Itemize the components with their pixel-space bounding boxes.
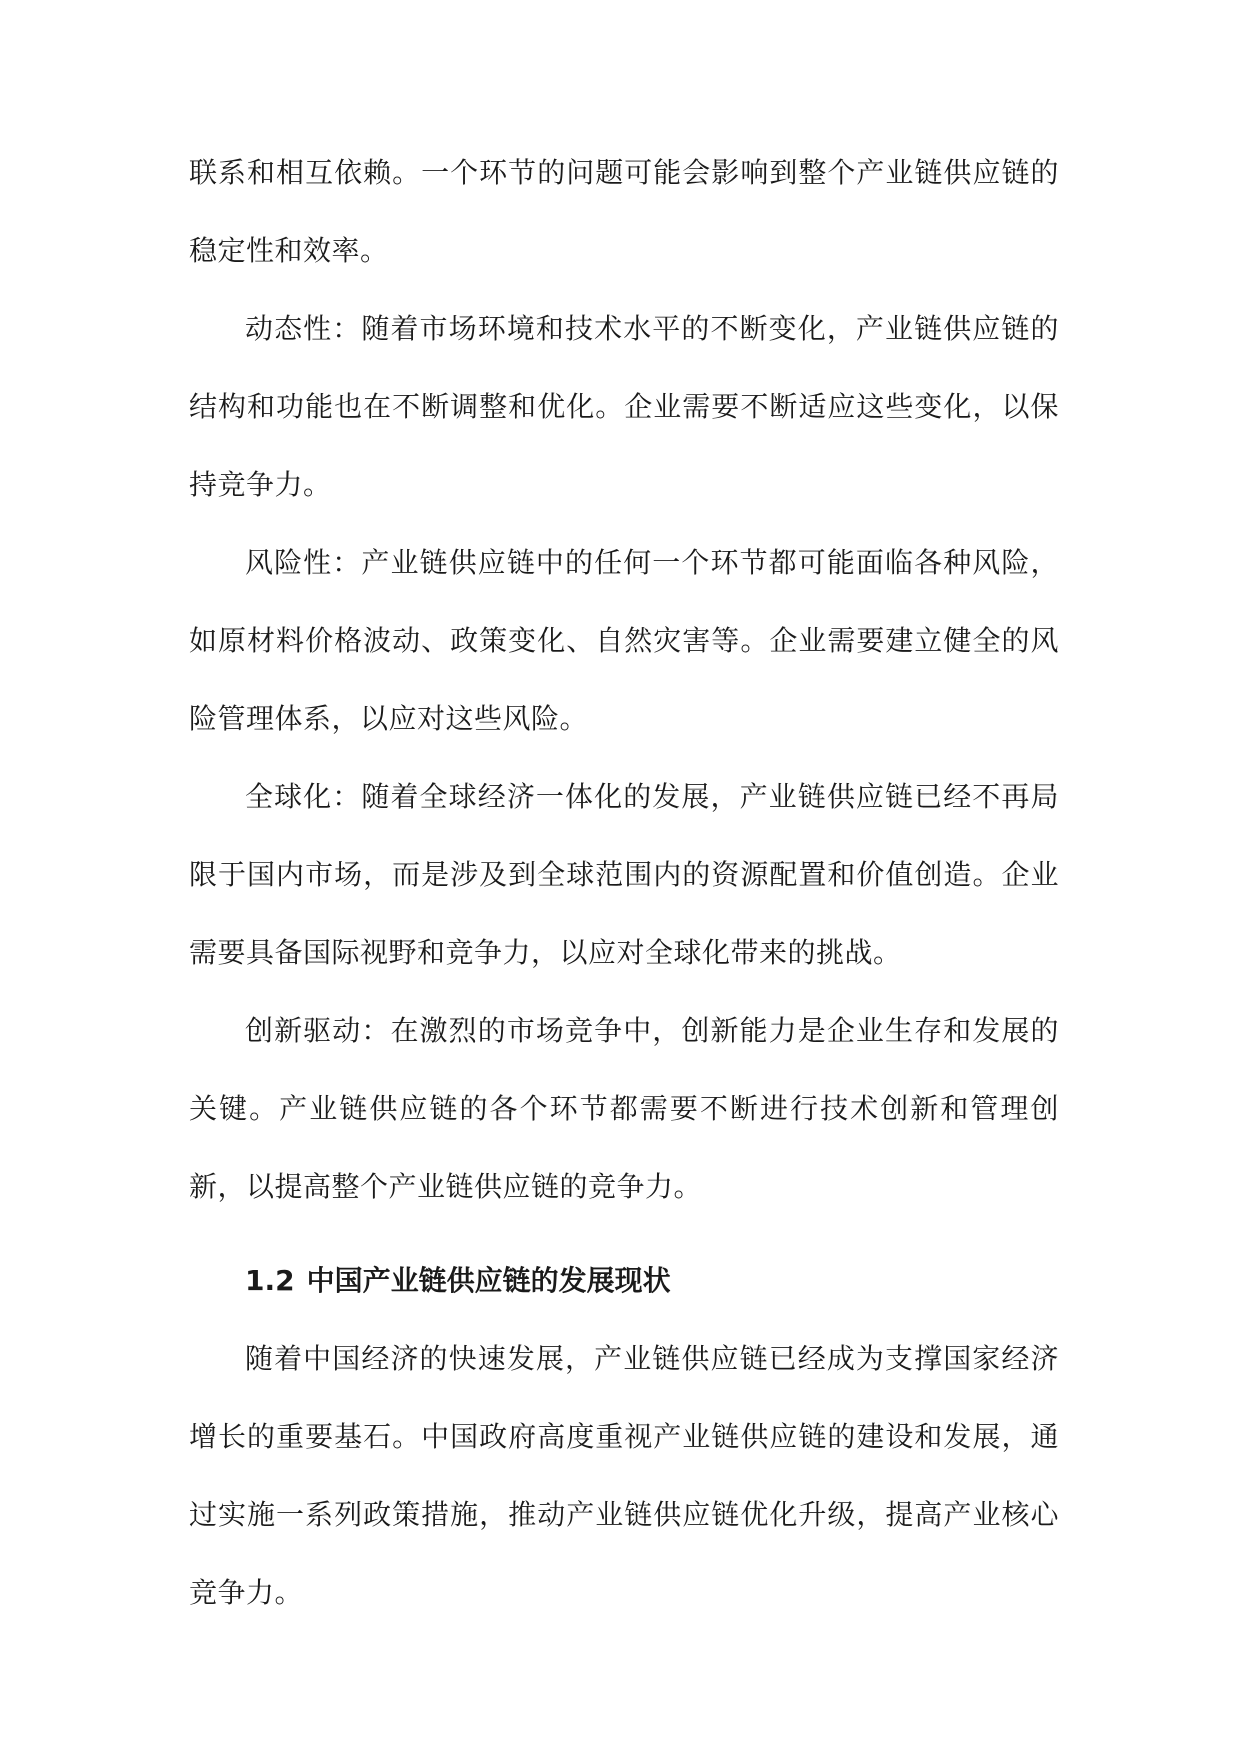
section-number: 1.2 <box>245 1264 295 1297</box>
section-title: 中国产业链供应链的发展现状 <box>306 1264 671 1297</box>
document-page <box>189 134 1059 1632</box>
paragraph-status: 随着中国经济的快速发展，产业链供应链已经成为支撑国家经济增长的重要基石。中国政府高度重视产业链供应链的建设和发展，通过实施一系列政策措施，推动产业链供应链优化升级，提高产业核心竞争力。 <box>189 1342 1059 1609</box>
section-heading <box>189 1242 1059 1320</box>
paragraph-continuation: 联系和相互依赖。一个环节的问题可能会影响到整个产业链供应链的稳定性和效率。 <box>189 156 1059 267</box>
paragraph-innovation: 创新驱动：在激烈的市场竞争中，创新能力是企业生存和发展的关键。产业链供应链的各个环节都需要不断进行技术创新和管理创新，以提高整个产业链供应链的竞争力。 <box>189 1014 1059 1203</box>
paragraph-risk: 风险性：产业链供应链中的任何一个环节都可能面临各种风险，如原材料价格波动、政策变化、自然灾害等。企业需要建立健全的风险管理体系，以应对这些风险。 <box>189 546 1059 735</box>
paragraph-dynamic: 动态性：随着市场环境和技术水平的不断变化，产业链供应链的结构和功能也在不断调整和优化。企业需要不断适应这些变化，以保持竞争力。 <box>189 312 1059 501</box>
paragraph-global: 全球化：随着全球经济一体化的发展，产业链供应链已经不再局限于国内市场，而是涉及到全球范围内的资源配置和价值创造。企业需要具备国际视野和竞争力，以应对全球化带来的挑战。 <box>189 780 1059 969</box>
